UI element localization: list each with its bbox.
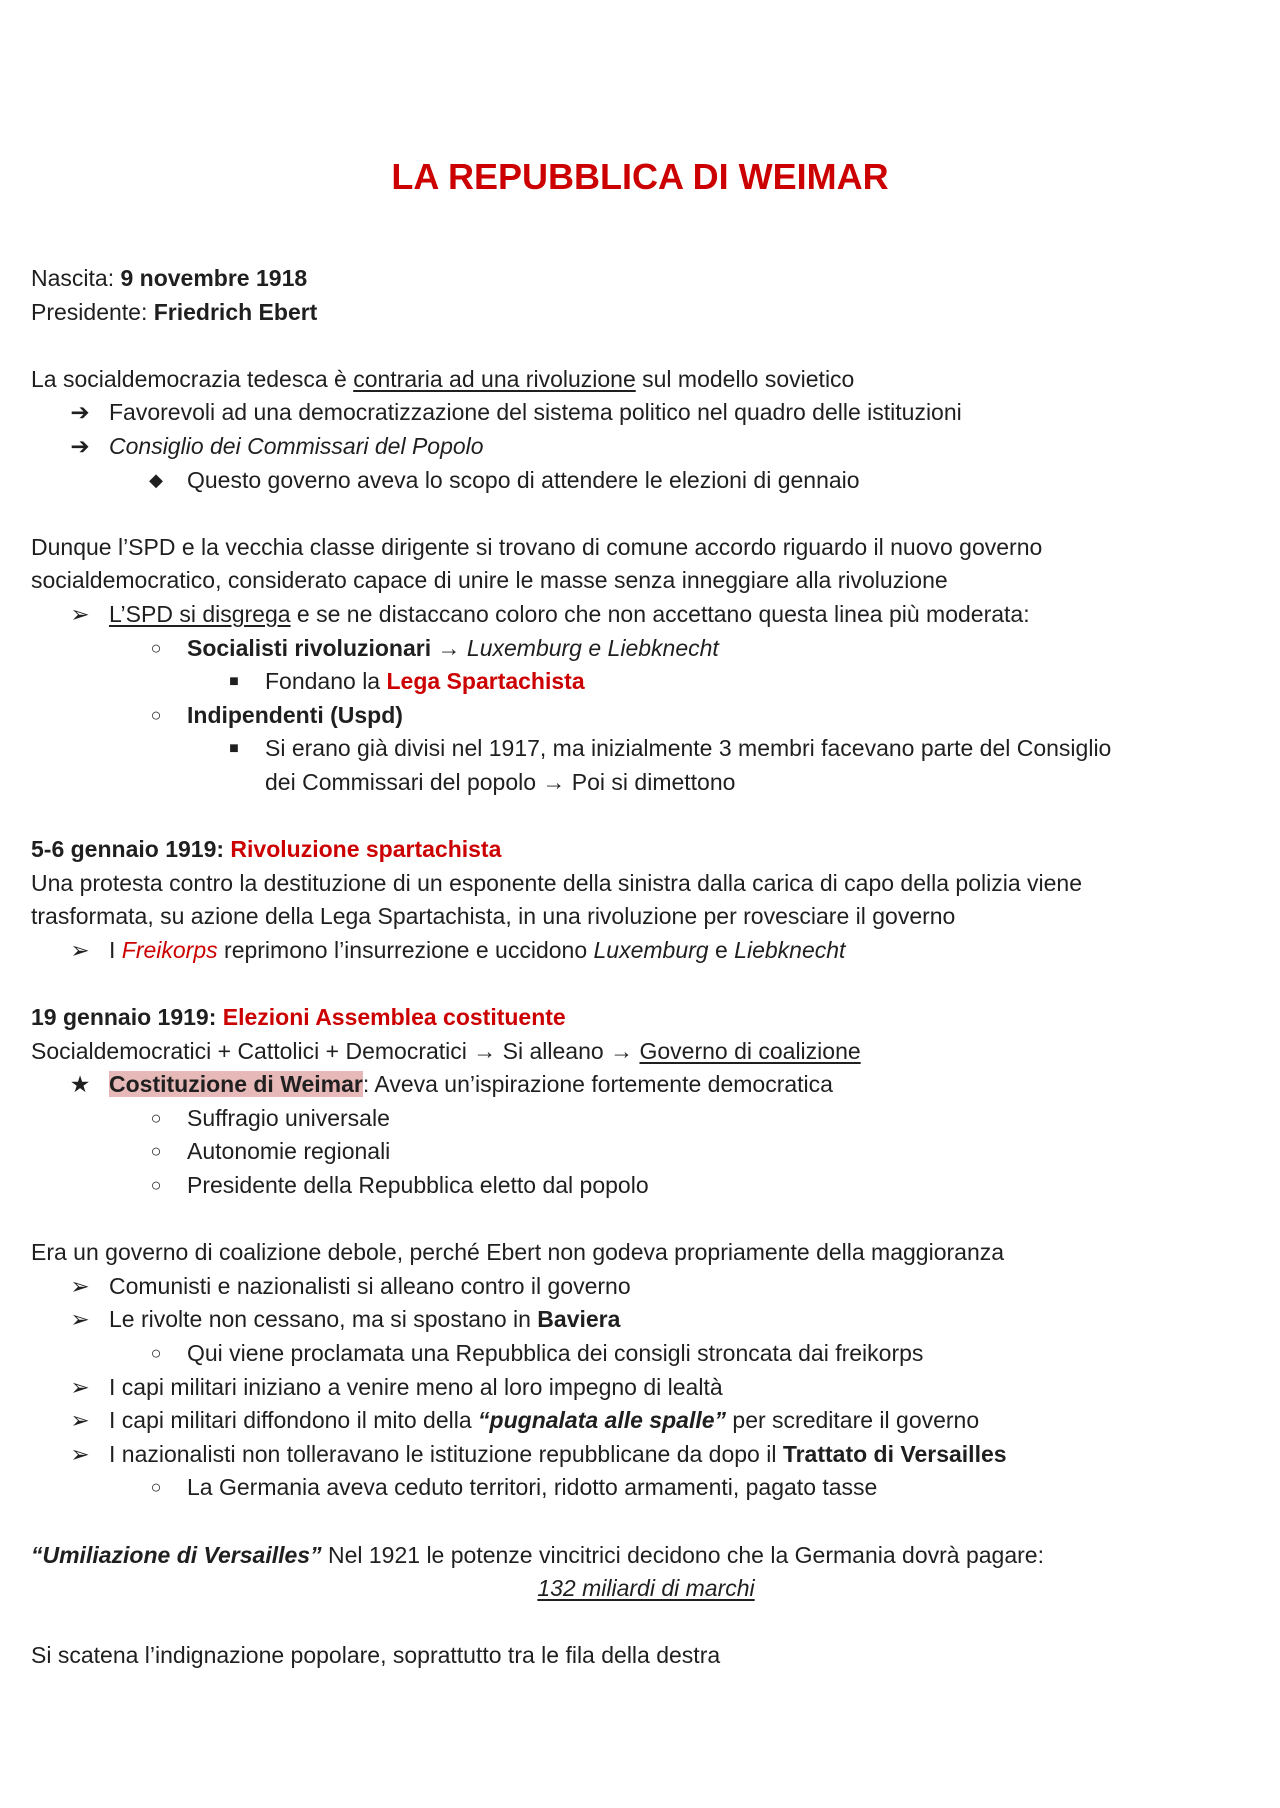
list-item <box>31 1404 1261 1438</box>
paragraph-line: Era un governo di coalizione debole, perché Ebert non godeva propriamente della maggioranza <box>31 1239 1005 1266</box>
page-title: LA REPUBBLICA DI WEIMAR <box>391 156 889 197</box>
socialdemocracy-line <box>31 363 1261 397</box>
star-bullet-icon: ★ <box>69 1071 91 1098</box>
bold-text: Socialisti rivoluzionari <box>187 634 432 661</box>
list-item <box>31 1337 1261 1371</box>
circle-bullet-icon: ○ <box>150 1343 162 1363</box>
paragraph-line: Si scatena l’indignazione popolare, soprattutto tra le fila della destra <box>31 1642 721 1669</box>
arrow-bullet-icon: ➔ <box>70 432 90 459</box>
text-fragment: : Aveva un’ispirazione fortemente democratica <box>362 1071 833 1098</box>
highlighted-term: Costituzione di Weimar <box>109 1071 363 1098</box>
diamond-bullet-icon: ◆ <box>149 469 163 490</box>
list-item <box>31 1135 1261 1169</box>
chevron-bullet-icon: ➢ <box>70 600 90 627</box>
chevron-bullet-icon: ➢ <box>70 936 90 963</box>
heading-text: Elezioni Assemblea costituente <box>222 1004 566 1031</box>
bold-text: Trattato di Versailles <box>782 1440 1007 1467</box>
list-item <box>31 1303 1261 1337</box>
list-item-text: Favorevoli ad una democratizzazione del sistema politico nel quadro delle istituzioni <box>109 399 962 426</box>
list-item-text: La Germania aveva ceduto territori, ridotto armamenti, pagato tasse <box>187 1474 878 1501</box>
underlined-text: contraria ad una rivoluzione <box>353 365 636 392</box>
list-item <box>31 1438 1261 1472</box>
text-fragment: Fondano la <box>265 668 387 695</box>
text-fragment: La socialdemocrazia tedesca è <box>31 365 354 392</box>
list-item <box>31 396 1261 430</box>
president-value: Friedrich Ebert <box>153 298 318 325</box>
heading-date: 5-6 gennaio 1919: <box>31 836 231 863</box>
list-item-text: Presidente della Repubblica eletto dal popolo <box>187 1172 649 1199</box>
text-fragment: I <box>109 936 122 963</box>
list-item <box>31 1102 1261 1136</box>
paragraph-line: trasformata, su azione della Lega Spartachista, in una rivoluzione per rovesciare il governo <box>31 903 956 930</box>
bold-italic-text: “Umiliazione di Versailles” <box>31 1541 322 1568</box>
paragraph-line: Dunque l’SPD e la vecchia classe dirigente si trovano di comune accordo riguardo il nuovo governo <box>31 533 1043 560</box>
circle-bullet-icon: ○ <box>150 1107 162 1128</box>
list-item <box>31 934 1261 968</box>
list-item-text: Comunisti e nazionalisti si alleano contro il governo <box>109 1272 631 1299</box>
square-bullet-icon: ■ <box>229 673 239 691</box>
circle-bullet-icon: ○ <box>150 1477 162 1498</box>
president-line <box>31 296 1261 330</box>
list-item <box>31 598 1261 632</box>
list-item <box>31 464 1261 498</box>
bold-text: Indipendenti (Uspd) <box>187 701 403 728</box>
document-body <box>31 262 1261 1673</box>
circle-bullet-icon: ○ <box>150 1141 162 1162</box>
text-fragment: sul modello sovietico <box>635 365 855 392</box>
list-item-text: Consiglio dei Commissari del Popolo <box>109 432 484 459</box>
chevron-bullet-icon: ➢ <box>70 1440 90 1467</box>
arrow-text: → <box>431 634 467 661</box>
text-fragment: e <box>708 936 735 963</box>
text-fragment: Socialdemocratici + Cattolici + Democratici → Si alleano → <box>31 1037 640 1064</box>
list-item <box>31 1169 1261 1203</box>
chevron-bullet-icon: ➢ <box>70 1272 90 1299</box>
section-heading <box>31 833 1261 867</box>
underlined-text: Governo di coalizione <box>639 1037 861 1064</box>
list-item <box>31 1068 1261 1102</box>
underlined-text: L’SPD si disgrega <box>109 600 291 627</box>
list-item-text: Qui viene proclamata una Repubblica dei consigli stroncata dai freikorps <box>187 1340 924 1366</box>
circle-bullet-icon: ○ <box>150 704 162 725</box>
text-fragment: Nel 1921 le potenze vincitrici decidono che la Germania dovrà pagare: <box>321 1541 1044 1568</box>
text-fragment: e se ne distaccano coloro che non accettano questa linea più moderata: <box>290 600 1030 627</box>
highlighted-term: Lega Spartachista <box>386 668 585 695</box>
list-item-text: Autonomie regionali <box>187 1138 391 1165</box>
list-item-text: Questo governo aveva lo scopo di attendere le elezioni di gennaio <box>187 466 860 493</box>
circle-bullet-icon: ○ <box>150 1175 162 1196</box>
list-item <box>31 1371 1261 1405</box>
italic-text: Luxemburg <box>593 936 709 963</box>
paragraph-line: Una protesta contro la destituzione di un esponente della sinistra dalla carica di capo della polizia viene <box>31 869 1082 896</box>
list-item <box>31 665 1261 699</box>
text-fragment: per screditare il governo <box>726 1407 980 1434</box>
list-item <box>31 632 1261 666</box>
paragraph-line: socialdemocratico, considerato capace di unire le masse senza inneggiare alla rivoluzione <box>31 567 948 594</box>
birth-label: Nascita: <box>31 265 121 291</box>
text-fragment: I capi militari diffondono il mito della <box>109 1407 479 1434</box>
coalition-line <box>31 1035 1261 1069</box>
list-item <box>31 1471 1261 1505</box>
list-item <box>31 1270 1261 1304</box>
arrow-bullet-icon: ➔ <box>70 399 90 426</box>
list-item <box>31 430 1261 464</box>
circle-bullet-icon: ○ <box>150 637 162 658</box>
list-item-text: Suffragio universale <box>187 1104 390 1131</box>
list-item-text: Si erano già divisi nel 1917, ma inizialmente 3 membri facevano parte del Consiglio <box>265 735 1112 762</box>
chevron-bullet-icon: ➢ <box>70 1306 90 1333</box>
bold-text: Baviera <box>537 1306 621 1333</box>
heading-date: 19 gennaio 1919: <box>31 1004 223 1031</box>
list-item <box>31 732 1261 766</box>
text-fragment: reprimono l’insurrezione e uccidono <box>217 936 594 963</box>
text-fragment: I nazionalisti non tolleravano le istituzione repubblicane da dopo il <box>109 1440 783 1467</box>
birth-value: 9 novembre 1918 <box>120 265 308 291</box>
italic-text: Luxemburg e Liebknecht <box>466 634 719 661</box>
chevron-bullet-icon: ➢ <box>70 1373 90 1400</box>
list-item-text: I capi militari iniziano a venire meno al loro impegno di lealtà <box>109 1373 723 1400</box>
italic-text: Liebknecht <box>734 936 846 963</box>
list-item-continuation: dei Commissari del popolo → Poi si dimettono <box>265 768 736 795</box>
bold-italic-text: “pugnalata alle spalle” <box>478 1407 727 1434</box>
birth-line <box>31 262 1261 296</box>
amount-text: 132 miliardi di marchi <box>537 1575 755 1602</box>
square-bullet-icon: ■ <box>229 740 239 758</box>
chevron-bullet-icon: ➢ <box>70 1407 90 1434</box>
president-label: Presidente: <box>31 298 154 325</box>
section-heading <box>31 1001 1261 1035</box>
text-fragment: Le rivolte non cessano, ma si spostano in <box>109 1306 538 1333</box>
amount-line <box>31 1572 1261 1606</box>
highlighted-term: Freikorps <box>121 936 218 963</box>
versailles-line <box>31 1539 1261 1573</box>
list-item <box>31 699 1261 733</box>
heading-text: Rivoluzione spartachista <box>230 836 502 863</box>
